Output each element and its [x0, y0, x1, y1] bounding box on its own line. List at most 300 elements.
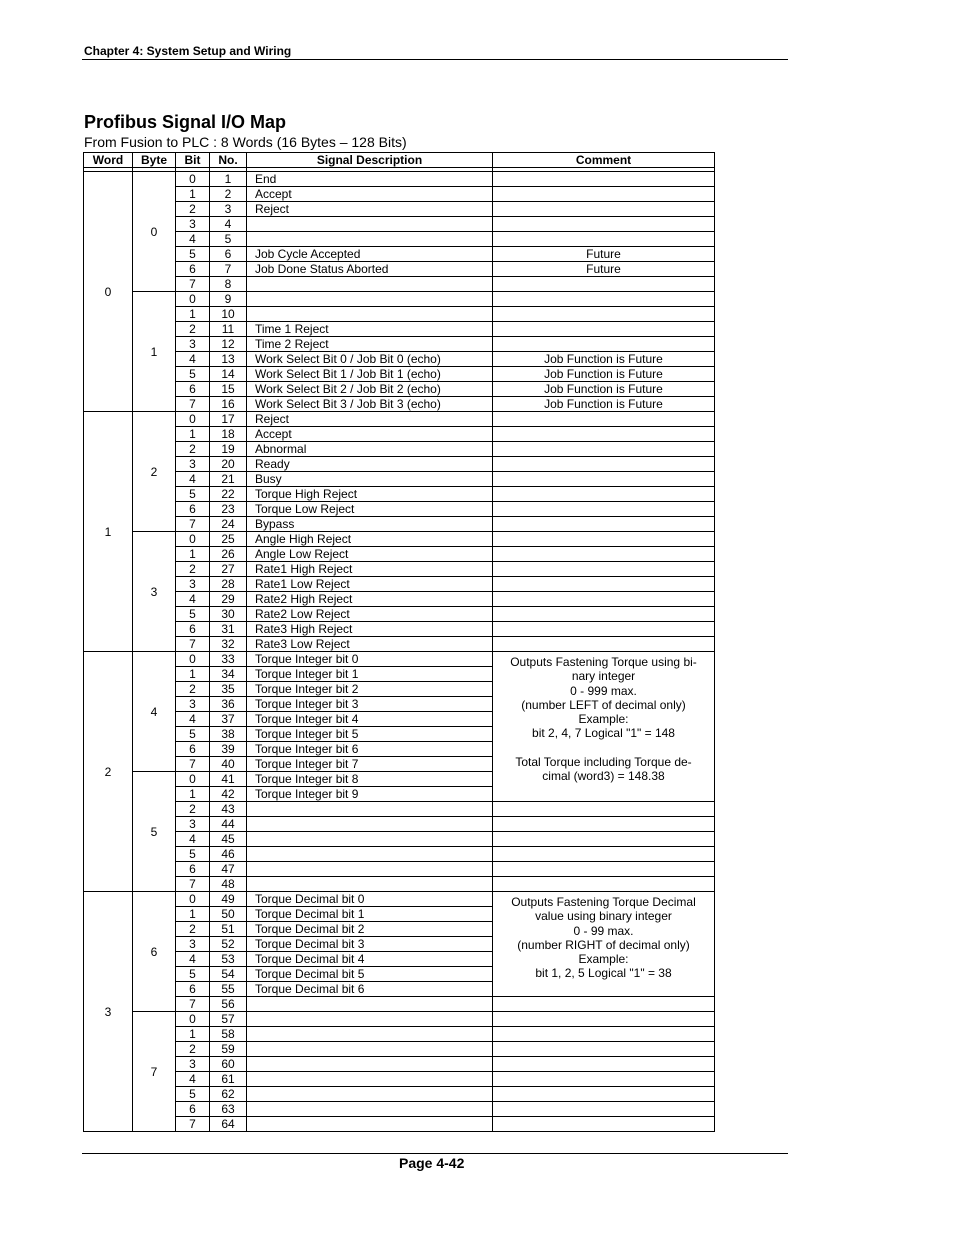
signal-description-cell: Time 2 Reject	[247, 337, 493, 352]
table-row	[84, 1102, 715, 1117]
table-row	[84, 382, 715, 397]
table-row	[84, 487, 715, 502]
bit-cell: 3	[176, 577, 210, 592]
signal-description-cell: Time 1 Reject	[247, 322, 493, 337]
table-row	[84, 547, 715, 562]
signal-description-cell: End	[247, 172, 493, 187]
bit-cell: 1	[176, 1027, 210, 1042]
bit-cell: 1	[176, 187, 210, 202]
signal-description-cell: Rate3 Low Reject	[247, 637, 493, 652]
number-cell: 2	[210, 187, 247, 202]
table-row	[84, 862, 715, 877]
comment-cell	[493, 802, 715, 817]
bit-cell: 6	[176, 862, 210, 877]
signal-description-cell	[247, 1087, 493, 1102]
bit-cell: 0	[176, 172, 210, 187]
number-cell: 4	[210, 217, 247, 232]
page-subtitle: From Fusion to PLC : 8 Words (16 Bytes – 128 Bits)	[84, 134, 407, 150]
comment-cell: Job Function is Future	[493, 382, 715, 397]
table-row	[84, 532, 715, 547]
word-cell: 0	[84, 172, 133, 412]
signal-description-cell	[247, 217, 493, 232]
table-row	[84, 247, 715, 262]
number-cell: 25	[210, 532, 247, 547]
table-row	[84, 1012, 715, 1027]
bit-cell: 5	[176, 367, 210, 382]
number-cell: 15	[210, 382, 247, 397]
bit-cell: 7	[176, 1117, 210, 1132]
bit-cell: 2	[176, 202, 210, 217]
signal-description-cell: Work Select Bit 2 / Job Bit 2 (echo)	[247, 382, 493, 397]
signal-description-cell: Job Done Status Aborted	[247, 262, 493, 277]
signal-description-cell	[247, 232, 493, 247]
signal-description-cell: Accept	[247, 427, 493, 442]
signal-description-cell: Torque High Reject	[247, 487, 493, 502]
bit-cell: 6	[176, 382, 210, 397]
bit-cell: 6	[176, 262, 210, 277]
table-row	[84, 622, 715, 637]
bit-cell: 5	[176, 607, 210, 622]
signal-description-cell	[247, 292, 493, 307]
signal-description-cell: Rate3 High Reject	[247, 622, 493, 637]
bit-cell: 3	[176, 817, 210, 832]
bit-cell: 0	[176, 1012, 210, 1027]
bit-cell: 3	[176, 457, 210, 472]
table-row	[84, 262, 715, 277]
column-header-no: No.	[210, 153, 247, 168]
table-row	[84, 877, 715, 892]
number-cell: 59	[210, 1042, 247, 1057]
number-cell: 37	[210, 712, 247, 727]
table-row	[84, 472, 715, 487]
comment-cell	[493, 1087, 715, 1102]
signal-description-cell	[247, 307, 493, 322]
number-cell: 48	[210, 877, 247, 892]
comment-cell	[493, 202, 715, 217]
signal-description-cell: Torque Integer bit 6	[247, 742, 493, 757]
signal-description-cell: Abnormal	[247, 442, 493, 457]
signal-description-cell: Reject	[247, 202, 493, 217]
number-cell: 20	[210, 457, 247, 472]
signal-description-cell	[247, 277, 493, 292]
comment-cell: Job Function is Future	[493, 397, 715, 412]
table-row	[84, 1072, 715, 1087]
number-cell: 60	[210, 1057, 247, 1072]
comment-line: Outputs Fastening Torque Decimal	[511, 895, 696, 909]
signal-description-cell: Ready	[247, 457, 493, 472]
table-row	[84, 562, 715, 577]
bit-cell: 4	[176, 352, 210, 367]
comment-line: Example:	[578, 712, 629, 727]
bit-cell: 4	[176, 952, 210, 967]
comment-cell	[493, 442, 715, 457]
signal-description-cell: Torque Integer bit 5	[247, 727, 493, 742]
comment-cell	[493, 877, 715, 892]
signal-io-table	[83, 152, 715, 1132]
table-row	[84, 172, 715, 187]
page-number: Page 4-42	[399, 1155, 465, 1171]
signal-description-cell: Torque Integer bit 2	[247, 682, 493, 697]
number-cell: 21	[210, 472, 247, 487]
comment-cell	[493, 547, 715, 562]
signal-description-cell	[247, 1117, 493, 1132]
comment-cell	[493, 577, 715, 592]
bit-cell: 5	[176, 847, 210, 862]
bit-cell: 2	[176, 442, 210, 457]
signal-description-cell: Angle Low Reject	[247, 547, 493, 562]
comment-cell: Job Function is Future	[493, 352, 715, 367]
table-row	[84, 592, 715, 607]
footer-rule	[82, 1153, 788, 1154]
number-cell: 8	[210, 277, 247, 292]
number-cell: 18	[210, 427, 247, 442]
comment-cell	[493, 337, 715, 352]
table-row	[84, 1057, 715, 1072]
signal-description-cell: Bypass	[247, 517, 493, 532]
number-cell: 32	[210, 637, 247, 652]
signal-description-cell: Accept	[247, 187, 493, 202]
signal-description-cell	[247, 1057, 493, 1072]
bit-cell: 3	[176, 337, 210, 352]
page-title: Profibus Signal I/O Map	[84, 112, 287, 132]
signal-description-cell: Torque Decimal bit 6	[247, 982, 493, 997]
table-row	[84, 412, 715, 427]
comment-cell	[493, 472, 715, 487]
number-cell: 36	[210, 697, 247, 712]
comment-line: Example:	[578, 952, 629, 967]
number-cell: 17	[210, 412, 247, 427]
bit-cell: 1	[176, 307, 210, 322]
comment-cell	[493, 172, 715, 187]
table-row	[84, 637, 715, 652]
comment-cell	[493, 832, 715, 847]
comment-line: (number RIGHT of decimal only)	[517, 937, 690, 952]
signal-description-cell: Work Select Bit 1 / Job Bit 1 (echo)	[247, 367, 493, 382]
bit-cell: 6	[176, 622, 210, 637]
signal-description-cell: Angle High Reject	[247, 532, 493, 547]
bit-cell: 6	[176, 502, 210, 517]
table-row	[84, 457, 715, 472]
table-row	[84, 847, 715, 862]
number-cell: 56	[210, 997, 247, 1012]
bit-cell: 1	[176, 427, 210, 442]
bit-cell: 6	[176, 1102, 210, 1117]
table-row	[84, 217, 715, 232]
comment-cell	[493, 862, 715, 877]
table-row	[84, 322, 715, 337]
comment-cell	[493, 817, 715, 832]
comment-line: cimal (word3) = 148.38	[542, 769, 665, 784]
comment-line: nary integer	[571, 669, 636, 684]
comment-cell	[493, 277, 715, 292]
bit-cell: 7	[176, 517, 210, 532]
signal-description-cell: Torque Decimal bit 5	[247, 967, 493, 982]
byte-cell: 0	[133, 172, 176, 292]
bit-cell: 2	[176, 802, 210, 817]
comment-cell	[493, 1117, 715, 1132]
number-cell: 27	[210, 562, 247, 577]
table-row	[84, 892, 715, 907]
header-rule	[82, 59, 788, 60]
bit-cell: 4	[176, 712, 210, 727]
number-cell: 24	[210, 517, 247, 532]
signal-description-cell	[247, 1027, 493, 1042]
number-cell: 12	[210, 337, 247, 352]
block-comment-cell	[493, 652, 715, 802]
signal-description-cell	[247, 1042, 493, 1057]
bit-cell: 0	[176, 412, 210, 427]
number-cell: 35	[210, 682, 247, 697]
bit-cell: 5	[176, 247, 210, 262]
word-cell: 1	[84, 412, 133, 652]
number-cell: 34	[210, 667, 247, 682]
table-row	[84, 292, 715, 307]
signal-description-cell: Torque Integer bit 8	[247, 772, 493, 787]
bit-cell: 0	[176, 892, 210, 907]
number-cell: 51	[210, 922, 247, 937]
number-cell: 22	[210, 487, 247, 502]
chapter-header: Chapter 4: System Setup and Wiring	[84, 44, 292, 58]
comment-line: 0 - 99 max.	[573, 923, 634, 938]
bit-cell: 7	[176, 757, 210, 772]
column-header-word: Word	[84, 153, 133, 168]
table-row	[84, 397, 715, 412]
byte-cell: 4	[133, 652, 176, 772]
number-cell: 9	[210, 292, 247, 307]
comment-cell	[493, 592, 715, 607]
bit-cell: 7	[176, 637, 210, 652]
byte-cell: 6	[133, 892, 176, 1012]
table-row	[84, 997, 715, 1012]
comment-cell	[493, 1012, 715, 1027]
number-cell: 1	[210, 172, 247, 187]
comment-line: Total Torque including Torque de-	[515, 754, 692, 769]
bit-cell: 6	[176, 982, 210, 997]
number-cell: 49	[210, 892, 247, 907]
signal-description-cell: Rate1 High Reject	[247, 562, 493, 577]
comment-cell	[493, 1102, 715, 1117]
comment-cell	[493, 1072, 715, 1087]
signal-description-cell: Torque Integer bit 7	[247, 757, 493, 772]
bit-cell: 2	[176, 682, 210, 697]
bit-cell: 3	[176, 937, 210, 952]
number-cell: 6	[210, 247, 247, 262]
bit-cell: 3	[176, 1057, 210, 1072]
signal-description-cell: Torque Decimal bit 3	[247, 937, 493, 952]
bit-cell: 5	[176, 1087, 210, 1102]
bit-cell: 2	[176, 322, 210, 337]
number-cell: 26	[210, 547, 247, 562]
comment-line: Outputs Fastening Torque using bi-	[510, 655, 697, 669]
signal-description-cell	[247, 997, 493, 1012]
byte-cell: 5	[133, 772, 176, 892]
comment-cell	[493, 607, 715, 622]
number-cell: 40	[210, 757, 247, 772]
word-cell: 2	[84, 652, 133, 892]
number-cell: 50	[210, 907, 247, 922]
signal-description-cell	[247, 802, 493, 817]
signal-description-cell	[247, 832, 493, 847]
bit-cell: 1	[176, 907, 210, 922]
number-cell: 41	[210, 772, 247, 787]
bit-cell: 2	[176, 1042, 210, 1057]
comment-cell: Future	[493, 247, 715, 262]
number-cell: 28	[210, 577, 247, 592]
number-cell: 5	[210, 232, 247, 247]
comment-cell	[493, 502, 715, 517]
number-cell: 19	[210, 442, 247, 457]
number-cell: 39	[210, 742, 247, 757]
number-cell: 55	[210, 982, 247, 997]
signal-description-cell: Torque Integer bit 3	[247, 697, 493, 712]
column-header-signal-description: Signal Description	[247, 153, 493, 168]
table-row	[84, 577, 715, 592]
byte-cell: 1	[133, 292, 176, 412]
word-cell: 3	[84, 892, 133, 1132]
table-row	[84, 1117, 715, 1132]
bit-cell: 3	[176, 217, 210, 232]
number-cell: 33	[210, 652, 247, 667]
comment-cell	[493, 457, 715, 472]
number-cell: 43	[210, 802, 247, 817]
bit-cell: 4	[176, 592, 210, 607]
signal-description-cell: Job Cycle Accepted	[247, 247, 493, 262]
bit-cell: 1	[176, 547, 210, 562]
table-row	[84, 352, 715, 367]
bit-cell: 5	[176, 967, 210, 982]
comment-cell	[493, 232, 715, 247]
comment-cell	[493, 517, 715, 532]
table-row	[84, 367, 715, 382]
table-row	[84, 802, 715, 817]
signal-description-cell: Torque Integer bit 9	[247, 787, 493, 802]
comment-line: value using binary integer	[535, 909, 672, 924]
bit-cell: 0	[176, 292, 210, 307]
table-row	[84, 817, 715, 832]
bit-cell: 4	[176, 1072, 210, 1087]
bit-cell: 2	[176, 562, 210, 577]
bit-cell: 7	[176, 397, 210, 412]
table-row	[84, 187, 715, 202]
signal-description-cell: Work Select Bit 3 / Job Bit 3 (echo)	[247, 397, 493, 412]
comment-cell: Future	[493, 262, 715, 277]
signal-description-cell	[247, 1072, 493, 1087]
number-cell: 29	[210, 592, 247, 607]
comment-cell	[493, 847, 715, 862]
bit-cell: 2	[176, 922, 210, 937]
bit-cell: 4	[176, 232, 210, 247]
signal-description-cell: Torque Decimal bit 2	[247, 922, 493, 937]
comment-cell	[493, 637, 715, 652]
comment-line: 0 - 999 max.	[570, 683, 637, 698]
signal-description-cell: Rate1 Low Reject	[247, 577, 493, 592]
byte-cell: 3	[133, 532, 176, 652]
comment-cell	[493, 307, 715, 322]
column-header-bit: Bit	[176, 153, 210, 168]
number-cell: 63	[210, 1102, 247, 1117]
table-row	[84, 202, 715, 217]
signal-description-cell: Reject	[247, 412, 493, 427]
number-cell: 7	[210, 262, 247, 277]
bit-cell: 3	[176, 697, 210, 712]
number-cell: 58	[210, 1027, 247, 1042]
comment-cell	[493, 622, 715, 637]
comment-cell	[493, 427, 715, 442]
number-cell: 47	[210, 862, 247, 877]
number-cell: 14	[210, 367, 247, 382]
block-comment-cell	[493, 892, 715, 997]
number-cell: 45	[210, 832, 247, 847]
number-cell: 64	[210, 1117, 247, 1132]
table-row	[84, 1027, 715, 1042]
table-row	[84, 517, 715, 532]
signal-description-cell	[247, 847, 493, 862]
comment-cell	[493, 1027, 715, 1042]
comment-cell	[493, 292, 715, 307]
signal-description-cell: Torque Low Reject	[247, 502, 493, 517]
bit-cell: 4	[176, 472, 210, 487]
bit-cell: 7	[176, 277, 210, 292]
comment-cell	[493, 322, 715, 337]
bit-cell: 0	[176, 772, 210, 787]
bit-cell: 0	[176, 652, 210, 667]
signal-description-cell	[247, 1012, 493, 1027]
bit-cell: 1	[176, 667, 210, 682]
comment-cell	[493, 412, 715, 427]
number-cell: 38	[210, 727, 247, 742]
comment-cell: Job Function is Future	[493, 367, 715, 382]
number-cell: 61	[210, 1072, 247, 1087]
signal-description-cell	[247, 862, 493, 877]
signal-description-cell: Torque Integer bit 0	[247, 652, 493, 667]
column-header-byte: Byte	[133, 153, 176, 168]
table-row	[84, 427, 715, 442]
signal-description-cell: Torque Decimal bit 4	[247, 952, 493, 967]
table-row	[84, 1042, 715, 1057]
table-row	[84, 307, 715, 322]
table-header-row	[84, 153, 715, 168]
byte-cell: 2	[133, 412, 176, 532]
table-row	[84, 832, 715, 847]
number-cell: 11	[210, 322, 247, 337]
number-cell: 53	[210, 952, 247, 967]
signal-description-cell	[247, 817, 493, 832]
table-row	[84, 442, 715, 457]
bit-cell: 0	[176, 532, 210, 547]
signal-description-cell: Work Select Bit 0 / Job Bit 0 (echo)	[247, 352, 493, 367]
bit-cell: 1	[176, 787, 210, 802]
table-body	[84, 168, 715, 1132]
table-row	[84, 1087, 715, 1102]
bit-cell: 5	[176, 487, 210, 502]
table-row	[84, 607, 715, 622]
comment-line: (number LEFT of decimal only)	[521, 697, 686, 712]
bit-cell: 5	[176, 727, 210, 742]
bit-cell: 6	[176, 742, 210, 757]
table-row	[84, 232, 715, 247]
number-cell: 42	[210, 787, 247, 802]
signal-description-cell	[247, 877, 493, 892]
comment-line	[493, 741, 714, 755]
number-cell: 46	[210, 847, 247, 862]
signal-description-cell: Torque Integer bit 1	[247, 667, 493, 682]
signal-description-cell: Torque Decimal bit 1	[247, 907, 493, 922]
number-cell: 3	[210, 202, 247, 217]
bit-cell: 7	[176, 877, 210, 892]
comment-cell	[493, 217, 715, 232]
comment-cell	[493, 187, 715, 202]
comment-cell	[493, 1057, 715, 1072]
